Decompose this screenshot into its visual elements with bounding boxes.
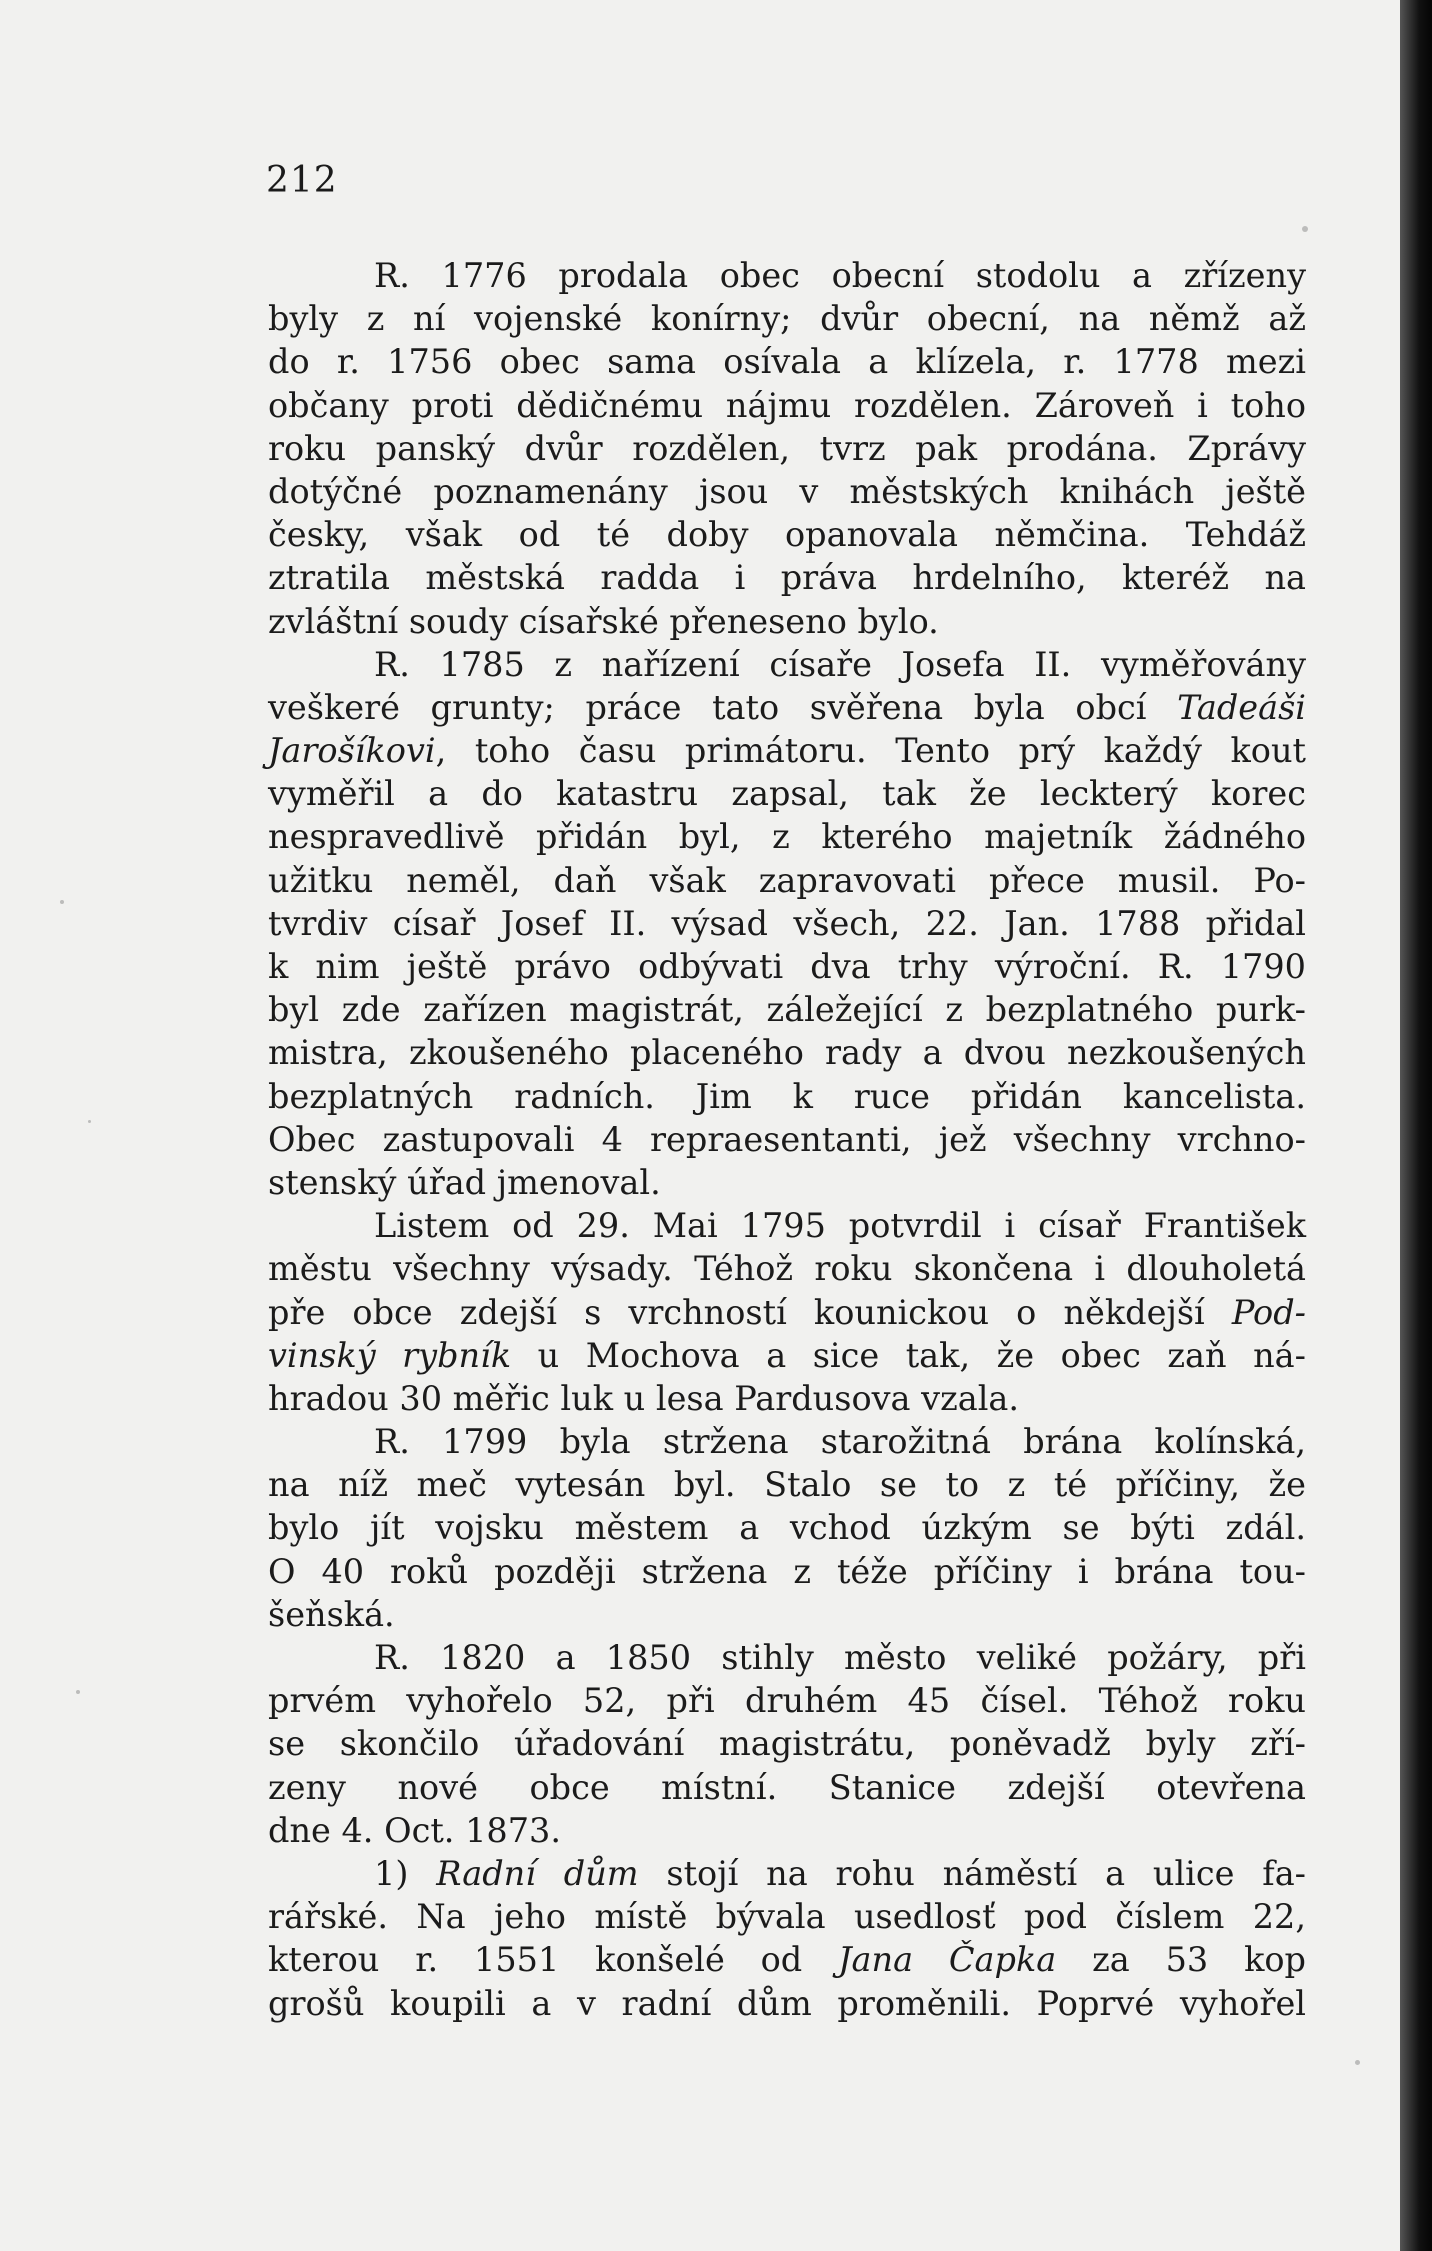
text-segment: užitku neměl, daň však zapravovati přece musil. Po-: [268, 860, 1306, 900]
text-line: [268, 1075, 1306, 1118]
body-text: [268, 254, 1306, 2025]
text-segment: Obec zastupovali 4 repraesentanti, jež všechny vrchno-: [268, 1119, 1306, 1159]
text-line: [268, 513, 1306, 556]
text-segment: R. 1799 byla stržena starožitná brána kolínská,: [374, 1422, 1306, 1462]
text-segment: R. 1785 z nařízení císaře Josefa II. vyměřovány: [374, 644, 1306, 684]
text-segment: do r. 1756 obec sama osívala a klízela, r. 1778 mezi: [268, 342, 1306, 382]
italic-text: Jana Čapka: [838, 1940, 1057, 1980]
italic-text: vinský rybník: [268, 1335, 512, 1375]
italic-text: Pod-: [1231, 1292, 1306, 1332]
text-segment: vyměřil a do katastru zapsal, tak že leckterý korec: [268, 774, 1306, 814]
text-segment: mistra, zkoušeného placeného rady a dvou nezkoušených: [268, 1033, 1306, 1073]
text-line: [268, 1550, 1306, 1593]
text-segment: bezplatných radních. Jim k ruce přidán kancelista.: [268, 1076, 1306, 1116]
text-segment: šeňská.: [268, 1594, 395, 1634]
text-line: [268, 1291, 1306, 1334]
text-line: [268, 1938, 1306, 1981]
text-line: [268, 340, 1306, 383]
text-line: [268, 556, 1306, 599]
text-segment: zvláštní soudy císařské přeneseno bylo.: [268, 601, 939, 641]
text-line: [268, 1593, 1306, 1636]
text-segment: na níž meč vytesán byl. Stalo se to z té příčiny, že: [268, 1465, 1306, 1505]
print-speck: [88, 1120, 91, 1123]
text-line: [268, 1506, 1306, 1549]
italic-text: Tadeáši: [1177, 687, 1306, 727]
text-line: [268, 600, 1306, 643]
text-segment: se skončilo úřadování magistrátu, poněvadž byly zří-: [268, 1724, 1306, 1764]
text-line: [268, 1204, 1306, 1247]
text-segment: , toho času primátoru. Tento prý každý kout: [435, 731, 1306, 771]
text-segment: grošů koupili a v radní dům proměnili. Poprvé vyhořel: [268, 1983, 1306, 2023]
text-line: [268, 1766, 1306, 1809]
text-segment: tvrdiv císař Josef II. výsad všech, 22. Jan. 1788 přidal: [268, 903, 1306, 943]
text-segment: rářské. Na jeho místě bývala usedlosť pod číslem 22,: [268, 1897, 1306, 1937]
text-segment: u Mochova a sice tak, že obec zaň ná-: [511, 1335, 1306, 1375]
print-speck: [76, 1690, 80, 1694]
text-segment: česky, však od té doby opanovala němčina. Tehdáž: [268, 515, 1306, 555]
text-line: [268, 1420, 1306, 1463]
text-line: [268, 1852, 1306, 1895]
text-line: [268, 686, 1306, 729]
text-line: [268, 1161, 1306, 1204]
text-segment: kterou r. 1551 konšelé od: [268, 1940, 839, 1980]
text-line: [268, 1722, 1306, 1765]
text-line: [268, 1636, 1306, 1679]
text-segment: městu všechny výsady. Téhož roku skončena i dlouholetá: [268, 1249, 1306, 1289]
text-segment: R. 1820 a 1850 stihly město veliké požáry, při: [374, 1638, 1306, 1677]
text-segment: hradou 30 měřic luk u lesa Pardusova vzala.: [268, 1378, 1020, 1418]
text-line: [268, 772, 1306, 815]
text-segment: dotýčné poznamenány jsou v městských knihách ještě: [268, 471, 1306, 511]
text-segment: ztratila městská radda i práva hrdelního, kteréž na: [268, 558, 1306, 598]
text-segment: nespravedlivě přidán byl, z kterého majetník žádného: [268, 817, 1306, 857]
text-line: [268, 729, 1306, 772]
print-speck: [1355, 2060, 1360, 2065]
page-number: 212: [266, 160, 338, 201]
text-segment: zeny nové obce místní. Stanice zdejší otevřena: [268, 1767, 1306, 1807]
text-segment: R. 1776 prodala obec obecní stodolu a zřízeny: [374, 256, 1306, 295]
text-segment: občany proti dědičnému nájmu rozdělen. Zároveň i toho: [268, 385, 1306, 425]
text-segment: Listem od 29. Mai 1795 potvrdil i císař František: [374, 1206, 1306, 1246]
text-line: [268, 1895, 1306, 1938]
text-segment: roku panský dvůr rozdělen, tvrz pak prodána. Zprávy: [268, 428, 1306, 468]
text-segment: stojí na rohu náměstí a ulice fa-: [638, 1853, 1306, 1893]
text-segment: bylo jít vojsku městem a vchod úzkým se býti zdál.: [268, 1508, 1306, 1548]
text-segment: byl zde zařízen magistrát, záležející z bezplatného purk-: [268, 990, 1306, 1030]
text-line: [268, 427, 1306, 470]
text-line: [268, 902, 1306, 945]
text-segment: za 53 kop: [1056, 1940, 1306, 1980]
text-line: [268, 1334, 1306, 1377]
italic-text: Jarošíkovi: [268, 731, 436, 771]
text-line: [268, 1809, 1306, 1852]
italic-text: Radní dům: [436, 1853, 639, 1893]
text-segment: veškeré grunty; práce tato svěřena byla obcí: [268, 687, 1178, 727]
text-segment: dne 4. Oct. 1873.: [268, 1810, 561, 1850]
text-line: [268, 297, 1306, 340]
text-segment: k nim ještě právo odbývati dva trhy výroční. R. 1790: [268, 947, 1306, 986]
text-segment: byly z ní vojenské konírny; dvůr obecní, na němž až: [268, 299, 1306, 339]
text-line: [268, 254, 1306, 297]
text-line: [268, 945, 1306, 988]
print-speck: [1302, 226, 1308, 232]
text-line: [268, 1463, 1306, 1506]
print-speck: [60, 900, 64, 904]
text-line: [268, 815, 1306, 858]
text-line: [268, 1679, 1306, 1722]
text-line: [268, 470, 1306, 513]
text-line: [268, 988, 1306, 1031]
text-line: [268, 1031, 1306, 1074]
text-segment: stenský úřad jmenoval.: [268, 1162, 661, 1202]
scan-edge-shadow: [1400, 0, 1432, 2251]
text-segment: pře obce zdejší s vrchností kounickou o někdejší: [268, 1292, 1232, 1332]
text-line: [268, 1247, 1306, 1290]
text-line: [268, 1982, 1306, 2025]
text-line: [268, 859, 1306, 902]
text-line: [268, 384, 1306, 427]
text-line: [268, 1377, 1306, 1420]
text-segment: 1): [374, 1853, 437, 1893]
text-segment: prvém vyhořelo 52, při druhém 45 čísel. Téhož roku: [268, 1681, 1306, 1721]
text-line: [268, 643, 1306, 686]
text-segment: O 40 roků později stržena z téže příčiny i brána tou-: [268, 1551, 1306, 1591]
text-line: [268, 1118, 1306, 1161]
